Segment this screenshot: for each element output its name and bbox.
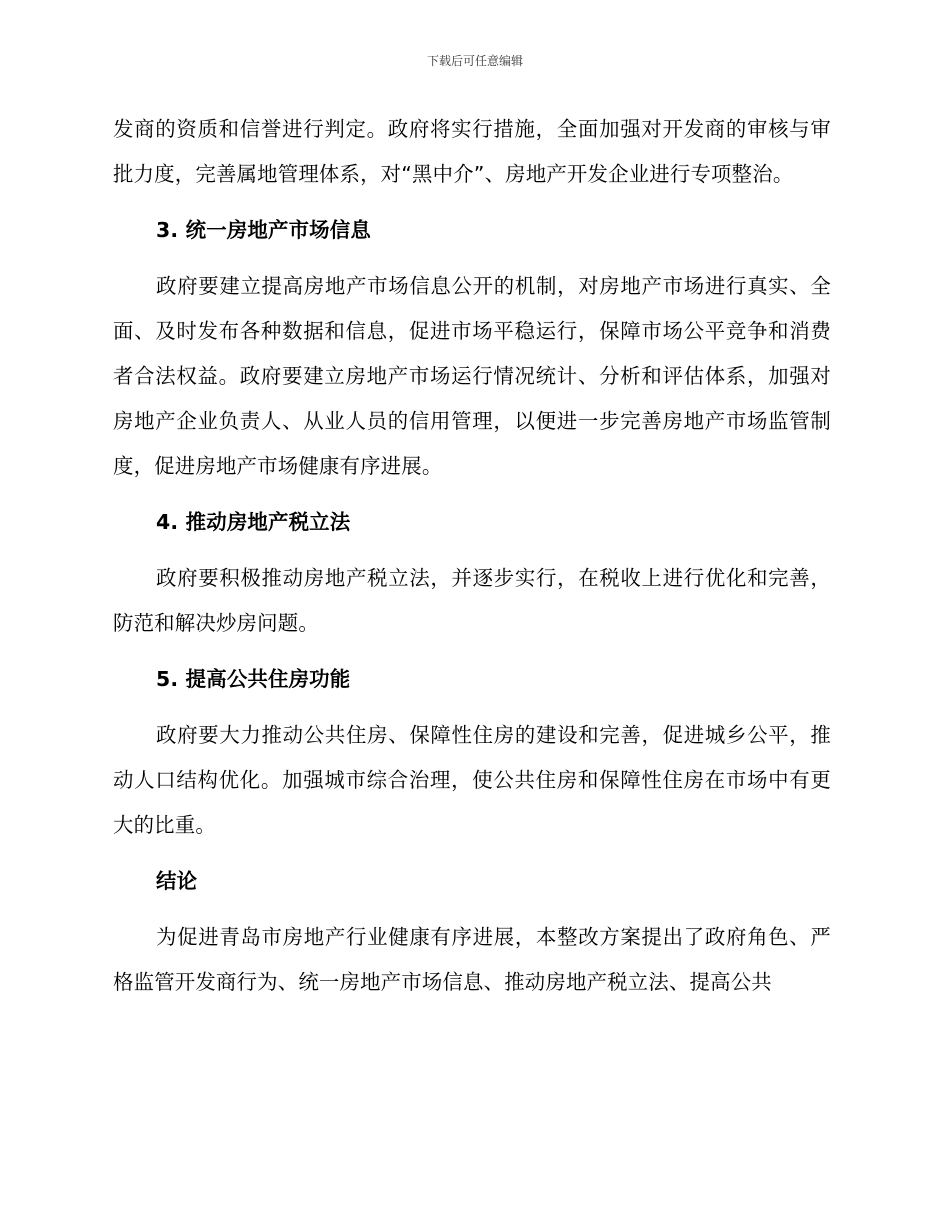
paragraph-conclusion: 为促进青岛市房地产行业健康有序进展，本整改方案提出了政府角色、严格监管开发商行为、统一房地产市场信息、推动房地产税立法、提高公共 xyxy=(113,925,831,994)
section-heading-5: 5. 提高公共住房功能 xyxy=(156,667,351,691)
page-header: 下载后可任意编辑 xyxy=(426,54,523,68)
conclusion-heading: 结论 xyxy=(156,869,198,893)
paragraph-section-5: 政府要大力推动公共住房、保障性住房的建设和完善，促进城乡公平，推动人口结构优化。加强城市综合治理，使公共住房和保障性住房在市场中有更大的比重。 xyxy=(113,723,831,837)
section-heading-3: 3. 统一房地产市场信息 xyxy=(156,218,371,242)
paragraph-section-3: 政府要建立提高房地产市场信息公开的机制，对房地产市场进行真实、全面、及时发布各种数据和信息，促进市场平稳运行，保障市场公平竞争和消费者合法权益。政府要建立房地产市场运行情况统计、分析和评估体系，加强对房地产企业负责人、从业人员的信用管理，以便进一步完善房地产市场监管制度，促进房地产市场健康有序进展。 xyxy=(113,274,831,478)
paragraph-section-4: 政府要积极推动房地产税立法，并逐步实行，在税收上进行优化和完善，防范和解决炒房问题。 xyxy=(113,566,831,635)
paragraph-continuation: 发商的资质和信誉进行判定。政府将实行措施，全面加强对开发商的审核与审批力度，完善属地管理体系，对“黑中介”、房地产开发企业进行专项整治。 xyxy=(113,117,831,186)
document-body xyxy=(113,107,831,1005)
section-heading-4: 4. 推动房地产税立法 xyxy=(156,510,351,534)
